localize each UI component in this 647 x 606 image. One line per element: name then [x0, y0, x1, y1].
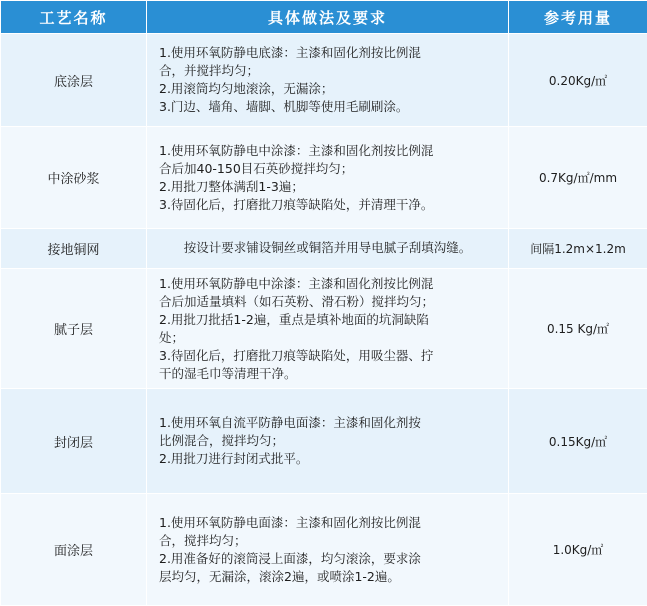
header-row: [1, 1, 647, 34]
process-usage: 1.0Kg/㎡: [509, 494, 647, 606]
method-line: 1.使用环氧自流平防静电面漆：主漆和固化剂按: [159, 415, 421, 431]
method-line: 按设计要求铺设铜丝或铜箔并用导电腻子刮填沟缝。: [183, 240, 472, 256]
method-line: 1.使用环氧防静电面漆：主漆和固化剂按比例混: [159, 514, 421, 530]
process-name: 封闭层: [1, 388, 147, 493]
header-usage: 参考用量: [509, 1, 647, 34]
process-method: [147, 269, 509, 389]
process-name: 接地铜网: [1, 228, 147, 269]
table-row-base-coat: [1, 34, 647, 127]
table-row-top-coat: [1, 494, 647, 606]
process-method: [147, 388, 509, 493]
method-line: 处；: [159, 329, 185, 345]
method-line: 2.用批刀整体满刮1-3遍；: [159, 178, 304, 194]
process-method: [147, 127, 509, 228]
table-row-sealing-layer: [1, 388, 647, 493]
method-line: 3.待固化后，打磨批刀痕等缺陷处，并清理干净。: [159, 196, 434, 212]
table-row-mid-coat-mortar: [1, 127, 647, 228]
method-line: 合，搅拌均匀；: [159, 532, 247, 548]
table-row-putty-layer: [1, 269, 647, 389]
process-name: 腻子层: [1, 269, 147, 389]
process-method: [147, 494, 509, 606]
method-line: 2.用批刀批括1-2遍，重点是填补地面的坑洞缺陷: [159, 311, 429, 327]
method-line: 2.用滚筒均匀地滚涂，无漏涂；: [159, 81, 334, 97]
method-line: 2.用批刀进行封闭式批平。: [159, 451, 309, 467]
method-line: 层均匀，无漏涂，滚涂2遍，或喷涂1-2遍。: [159, 568, 400, 584]
header-process-name: 工艺名称: [1, 1, 147, 34]
method-line: 3.门边、墙角、墙脚、机脚等使用毛刷刷涂。: [159, 99, 409, 115]
process-usage: 间隔1.2m×1.2m: [509, 228, 647, 269]
method-line: 合，并搅拌均匀；: [159, 63, 260, 79]
table-row-ground-copper-mesh: [1, 228, 647, 269]
method-line: 1.使用环氧防静电中涂漆：主漆和固化剂按比例混: [159, 275, 434, 291]
process-name: 中涂砂浆: [1, 127, 147, 228]
process-name: 底涂层: [1, 34, 147, 127]
process-method: [147, 228, 509, 269]
method-line: 2.用准备好的滚筒浸上面漆，均匀滚涂，要求涂: [159, 550, 421, 566]
method-line: 3.待固化后，打磨批刀痕等缺陷处，用吸尘器、拧: [159, 347, 434, 363]
process-usage: 0.15Kg/㎡: [509, 388, 647, 493]
method-line: 合后加适量填料（如石英粉、滑石粉）搅拌均匀；: [159, 293, 435, 309]
header-method: 具体做法及要求: [147, 1, 509, 34]
process-usage: 0.7Kg/㎡/mm: [509, 127, 647, 228]
process-method: [147, 34, 509, 127]
method-line: 合后加40-150目石英砂搅拌均匀；: [159, 160, 354, 176]
process-usage: 0.15 Kg/㎡: [509, 269, 647, 389]
method-line: 1.使用环氧防静电中涂漆：主漆和固化剂按比例混: [159, 142, 434, 158]
process-usage: 0.20Kg/㎡: [509, 34, 647, 127]
process-name: 面涂层: [1, 494, 147, 606]
method-line: 比例混合，搅拌均匀；: [159, 433, 285, 449]
method-line: 1.使用环氧防静电底漆：主漆和固化剂按比例混: [159, 45, 421, 61]
method-line: 干的湿毛巾等清理干净。: [159, 365, 297, 381]
